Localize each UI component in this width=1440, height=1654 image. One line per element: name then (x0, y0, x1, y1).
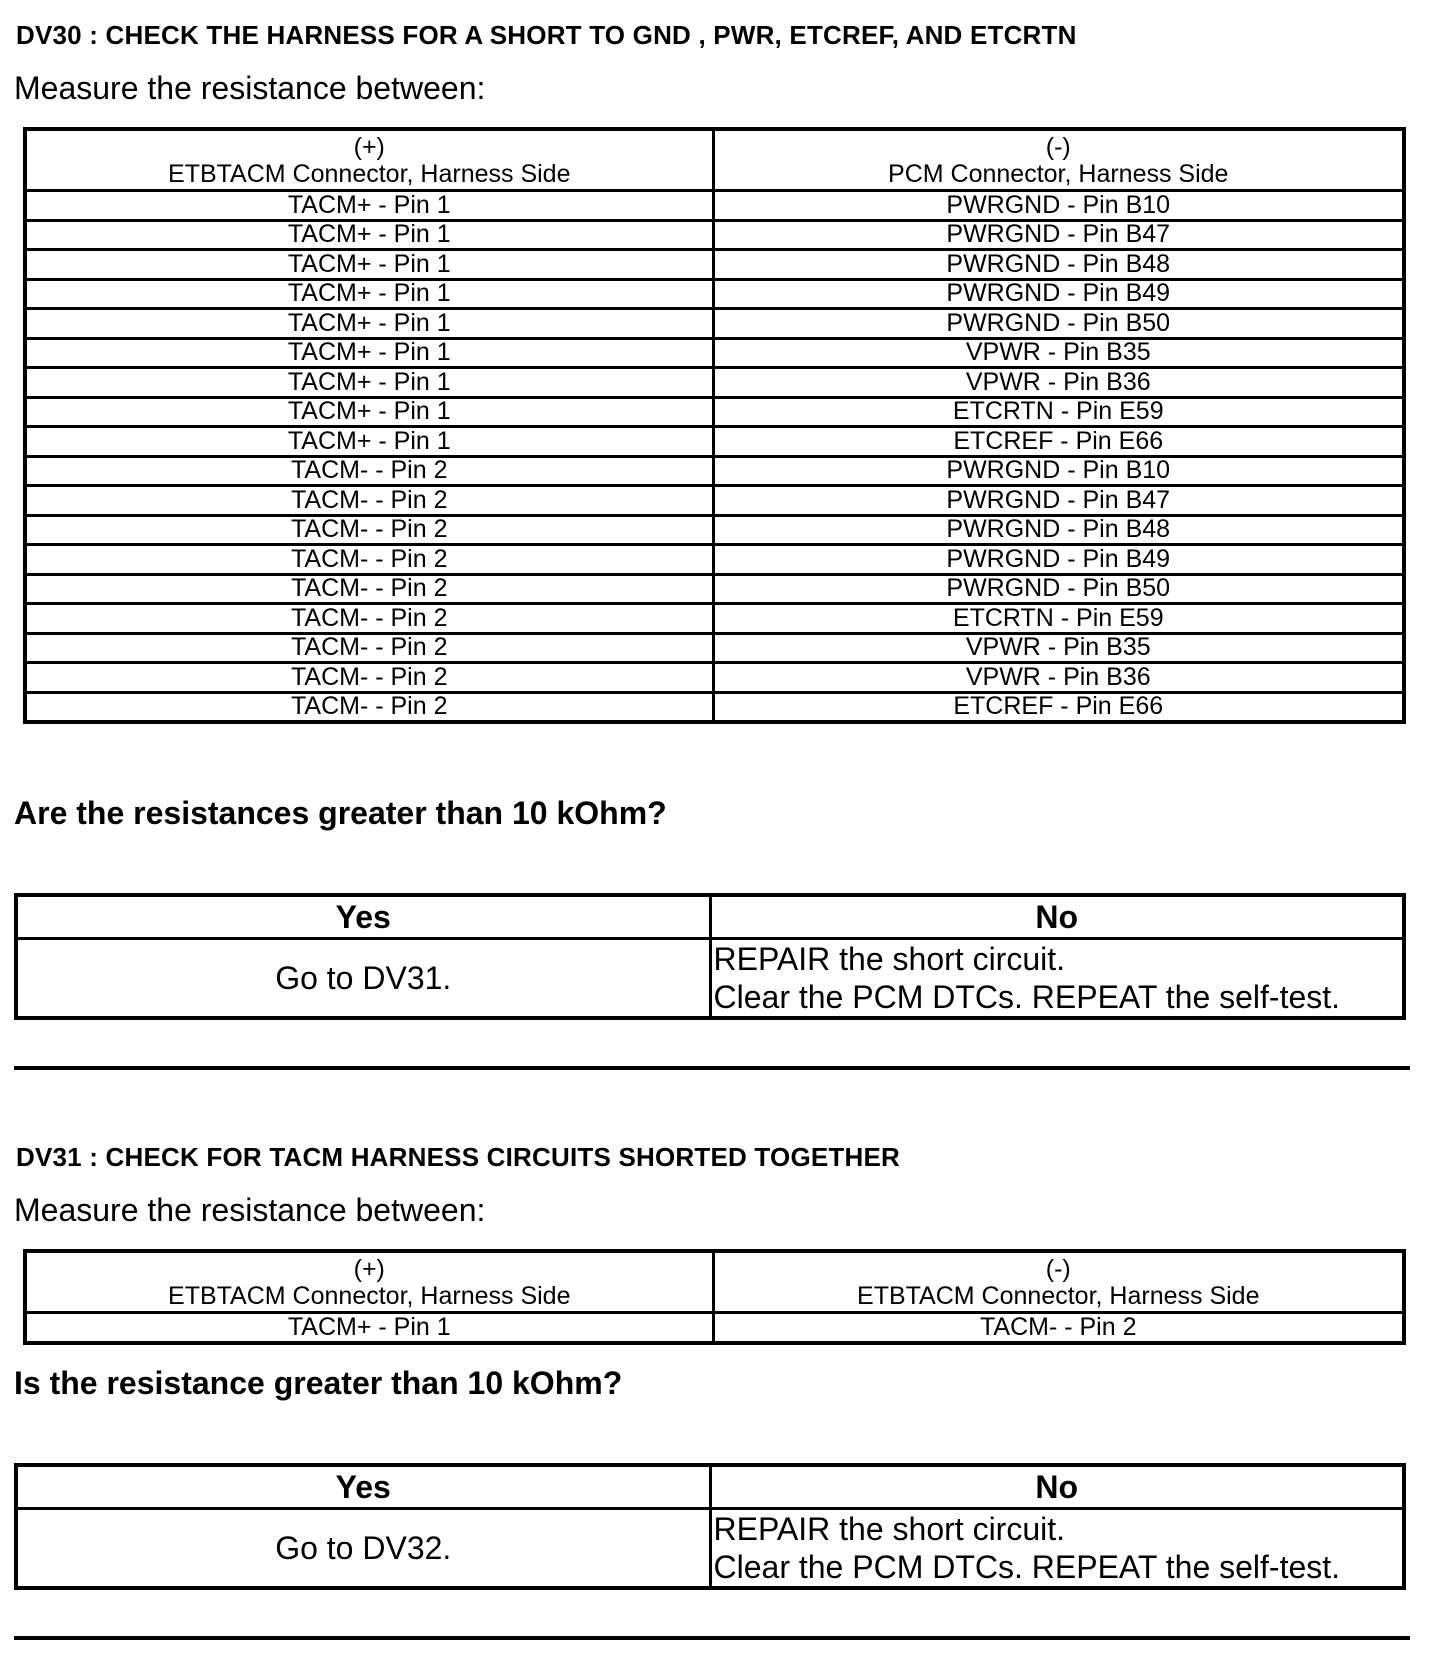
positive-pin-cell: TACM- - Pin 2 (25, 574, 713, 604)
table-row (25, 545, 1404, 575)
dv31-measurement-table (23, 1249, 1406, 1345)
dv31-title: DV31 : CHECK FOR TACM HARNESS CIRCUITS SHORTED TOGETHER (16, 1142, 900, 1172)
table-row (25, 427, 1404, 457)
dv30-question: Are the resistances greater than 10 kOhm? (14, 795, 667, 831)
negative-column-header (713, 129, 1404, 191)
negative-pin-cell: PWRGND - Pin B10 (713, 456, 1404, 486)
no-action-line-2: Clear the PCM DTCs. REPEAT the self-test. (713, 979, 1341, 1015)
table-row (25, 368, 1404, 398)
positive-pin-cell: TACM+ - Pin 1 (25, 1313, 713, 1343)
table-row (25, 250, 1404, 280)
negative-pin-cell: PWRGND - Pin B47 (713, 486, 1404, 516)
no-action-line-1: REPAIR the short circuit. (713, 941, 1066, 977)
table-row (25, 309, 1404, 339)
table-row (25, 338, 1404, 368)
negative-sign: (-) (1045, 133, 1071, 161)
positive-connector-label: ETBTACM Connector, Harness Side (168, 160, 571, 188)
negative-pin-cell: VPWR - Pin B35 (713, 633, 1404, 663)
no-action-line-2: Clear the PCM DTCs. REPEAT the self-test. (713, 1549, 1341, 1585)
positive-pin-cell: TACM- - Pin 2 (25, 486, 713, 516)
negative-connector-label: PCM Connector, Harness Side (888, 160, 1229, 188)
table-row (25, 220, 1404, 250)
yes-action: Go to DV31. (16, 939, 710, 1019)
positive-pin-cell: TACM+ - Pin 1 (25, 279, 713, 309)
dv30-result-table (14, 893, 1406, 1020)
yes-header: Yes (16, 1465, 710, 1509)
negative-pin-cell: ETCRTN - Pin E59 (713, 397, 1404, 427)
no-action (710, 939, 1404, 1019)
table-row (25, 191, 1404, 221)
dv31-result-table (14, 1463, 1406, 1590)
positive-pin-cell: TACM+ - Pin 1 (25, 309, 713, 339)
negative-pin-cell: PWRGND - Pin B49 (713, 279, 1404, 309)
positive-pin-cell: TACM- - Pin 2 (25, 692, 713, 722)
negative-pin-cell: PWRGND - Pin B10 (713, 191, 1404, 221)
yes-header: Yes (16, 895, 710, 939)
positive-pin-cell: TACM- - Pin 2 (25, 515, 713, 545)
negative-pin-cell: ETCREF - Pin E66 (713, 692, 1404, 722)
negative-pin-cell: VPWR - Pin B36 (713, 368, 1404, 398)
positive-column-header (25, 1251, 713, 1313)
negative-pin-cell: VPWR - Pin B36 (713, 663, 1404, 693)
dv30-instruction: Measure the resistance between: (14, 70, 486, 106)
positive-pin-cell: TACM+ - Pin 1 (25, 368, 713, 398)
positive-pin-cell: TACM- - Pin 2 (25, 456, 713, 486)
positive-pin-cell: TACM+ - Pin 1 (25, 191, 713, 221)
negative-pin-cell: PWRGND - Pin B48 (713, 250, 1404, 280)
negative-pin-cell: PWRGND - Pin B49 (713, 545, 1404, 575)
negative-pin-cell: TACM- - Pin 2 (713, 1313, 1404, 1343)
table-row (25, 604, 1404, 634)
positive-pin-cell: TACM+ - Pin 1 (25, 427, 713, 457)
negative-column-header (713, 1251, 1404, 1313)
negative-pin-cell: PWRGND - Pin B48 (713, 515, 1404, 545)
table-row (25, 1313, 1404, 1343)
table-row (25, 574, 1404, 604)
negative-sign: (-) (1045, 1255, 1071, 1283)
table-row (25, 397, 1404, 427)
no-header: No (710, 895, 1404, 939)
table-row (25, 515, 1404, 545)
negative-pin-cell: VPWR - Pin B35 (713, 338, 1404, 368)
positive-pin-cell: TACM+ - Pin 1 (25, 397, 713, 427)
positive-pin-cell: TACM- - Pin 2 (25, 633, 713, 663)
no-action (710, 1509, 1404, 1589)
negative-pin-cell: PWRGND - Pin B50 (713, 574, 1404, 604)
positive-column-header (25, 129, 713, 191)
dv30-title: DV30 : CHECK THE HARNESS FOR A SHORT TO GND , PWR, ETCREF, AND ETCRTN (16, 20, 1077, 50)
positive-pin-cell: TACM- - Pin 2 (25, 545, 713, 575)
table-header-row (25, 129, 1404, 191)
negative-pin-cell: PWRGND - Pin B50 (713, 309, 1404, 339)
no-header: No (710, 1465, 1404, 1509)
negative-connector-label: ETBTACM Connector, Harness Side (857, 1282, 1260, 1310)
table-row (25, 663, 1404, 693)
negative-pin-cell: ETCREF - Pin E66 (713, 427, 1404, 457)
dv30-measurement-table (23, 127, 1406, 724)
positive-pin-cell: TACM- - Pin 2 (25, 663, 713, 693)
dv31-instruction: Measure the resistance between: (14, 1192, 486, 1228)
section-divider (14, 1066, 1410, 1070)
positive-connector-label: ETBTACM Connector, Harness Side (168, 1282, 571, 1310)
no-action-line-1: REPAIR the short circuit. (713, 1511, 1066, 1547)
positive-pin-cell: TACM- - Pin 2 (25, 604, 713, 634)
section-divider (14, 1636, 1410, 1640)
table-header-row (25, 1251, 1404, 1313)
positive-pin-cell: TACM+ - Pin 1 (25, 338, 713, 368)
positive-pin-cell: TACM+ - Pin 1 (25, 220, 713, 250)
negative-pin-cell: ETCRTN - Pin E59 (713, 604, 1404, 634)
table-row (25, 279, 1404, 309)
positive-sign: (+) (353, 133, 385, 161)
positive-sign: (+) (353, 1255, 385, 1283)
positive-pin-cell: TACM+ - Pin 1 (25, 250, 713, 280)
table-row (25, 486, 1404, 516)
table-row (25, 456, 1404, 486)
dv31-question: Is the resistance greater than 10 kOhm? (14, 1365, 623, 1401)
table-row (25, 692, 1404, 722)
negative-pin-cell: PWRGND - Pin B47 (713, 220, 1404, 250)
yes-action: Go to DV32. (16, 1509, 710, 1589)
table-row (25, 633, 1404, 663)
